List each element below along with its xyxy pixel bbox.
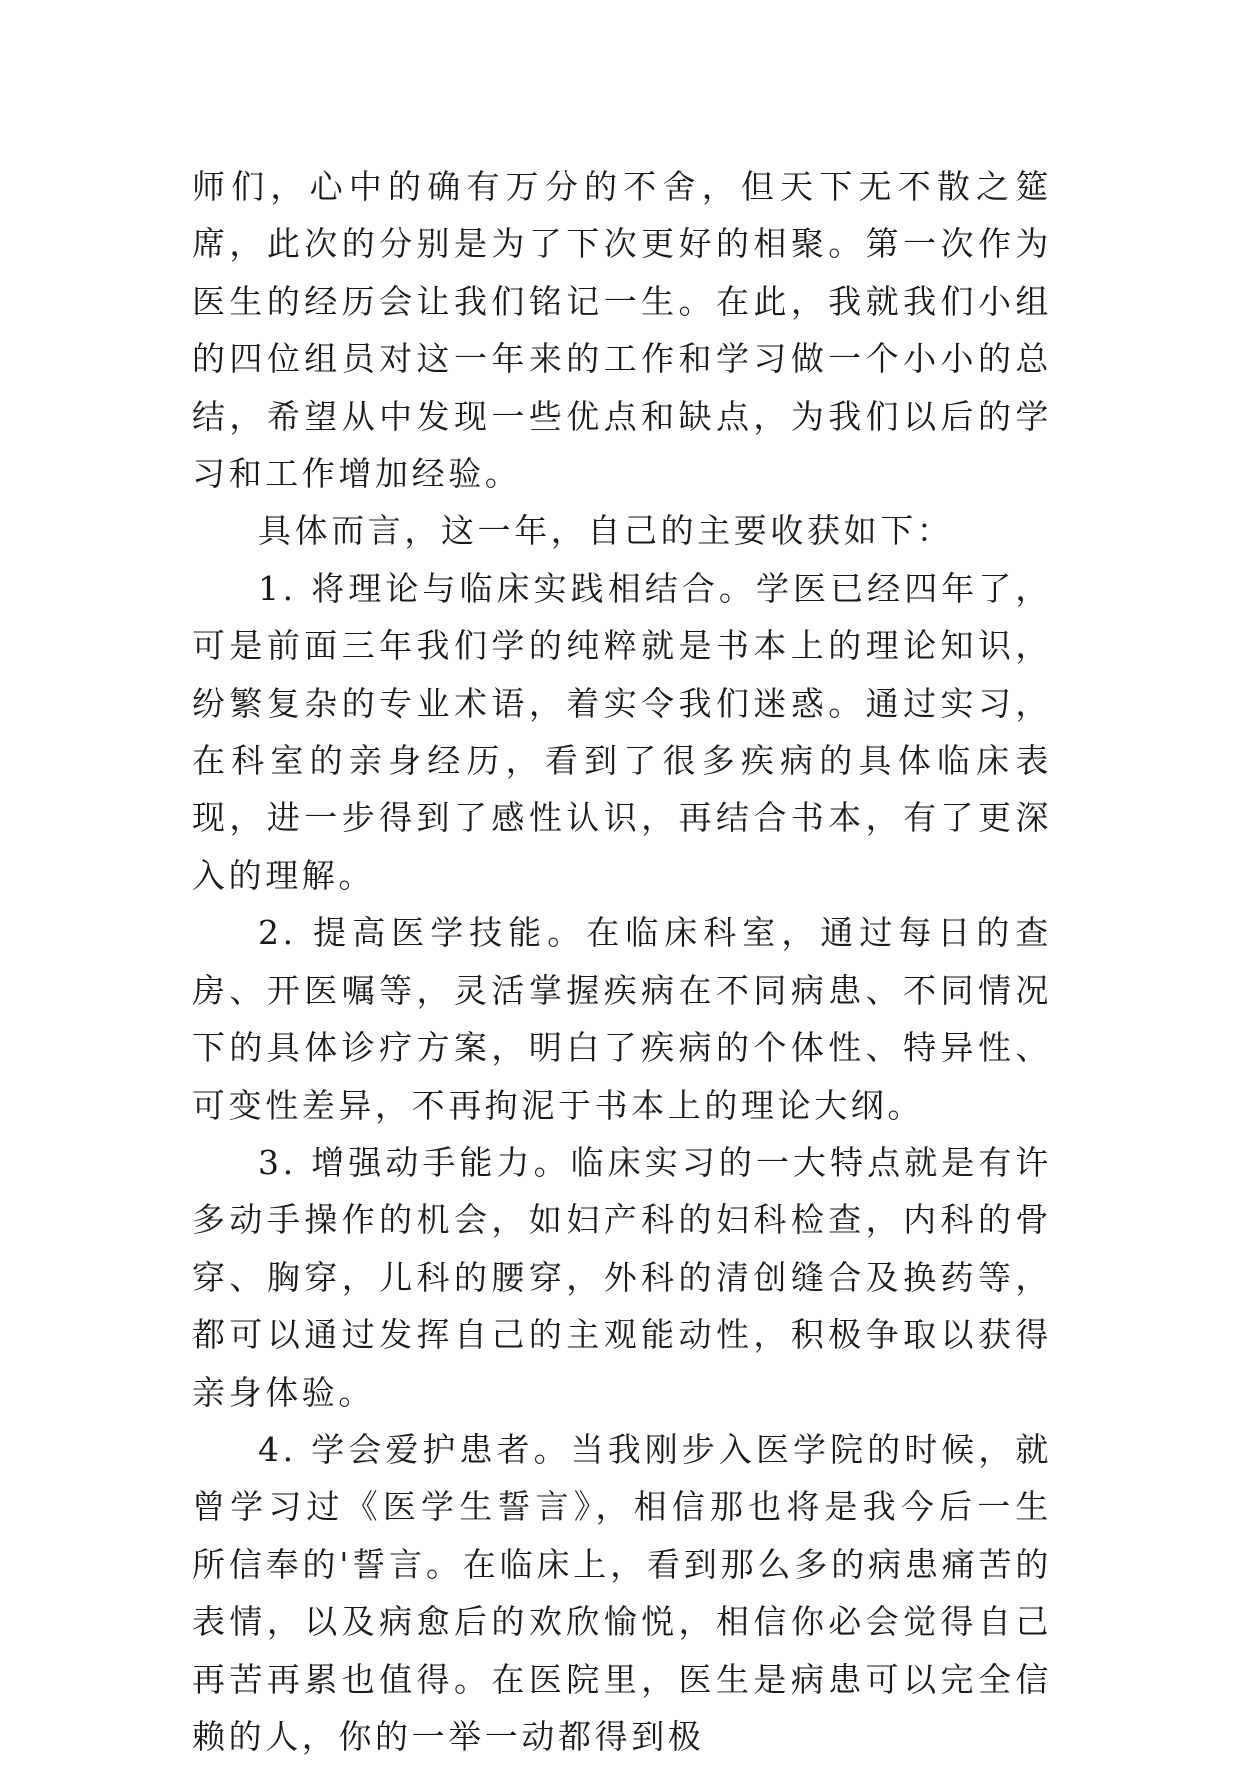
body-text (192, 158, 1052, 1765)
paragraph-gains-intro: 具体而言，这一年，自己的主要收获如下： (258, 511, 954, 551)
paragraph-item-2: 2. 提高医学技能。在临床科室，通过每日的查房、开医嘱等，灵活掌握疾病在不同病患、不同情况下的具体诊疗方案，明白了疾病的个体性、特异性、可变性差异，不再拘泥于书本上的理论大纲。 (192, 913, 1052, 1125)
paragraph-continuation: 师们，心中的确有万分的不舍，但天下无不散之筵席，此次的分别是为了下次更好的相聚。第一次作为医生的经历会让我们铭记一生。在此，我就我们小组的四位组员对这一年来的工作和学习做一个小小的总结，希望从中发现一些优点和缺点，为我们以后的学习和工作增加经验。 (192, 167, 1052, 494)
paragraph-item-1: 1. 将理论与临床实践相结合。学医已经四年了，可是前面三年我们学的纯粹就是书本上的理论知识，纷繁复杂的专业术语，着实令我们迷惑。通过实习，在科室的亲身经历，看到了很多疾病的具体临床表现，进一步得到了感性认识，再结合书本，有了更深入的理解。 (192, 568, 1052, 895)
paragraph-item-3: 3. 增强动手能力。临床实习的一大特点就是有许多动手操作的机会，如妇产科的妇科检查，内科的骨穿、胸穿，儿科的腰穿，外科的清创缝合及换药等，都可以通过发挥自己的主观能动性，积极争取以获得亲身体验。 (192, 1142, 1052, 1412)
paragraph-item-4: 4. 学会爱护患者。当我刚步入医学院的时候，就曾学习过《医学生誓言》，相信那也将是我今后一生所信奉的'誓言。在临床上，看到那么多的病患痛苦的表情，以及病愈后的欢欣愉悦，相信你必会觉得自己再苦再累也值得。在医院里，医生是病患可以完全信赖的人，你的一举一动都得到极 (192, 1429, 1052, 1756)
